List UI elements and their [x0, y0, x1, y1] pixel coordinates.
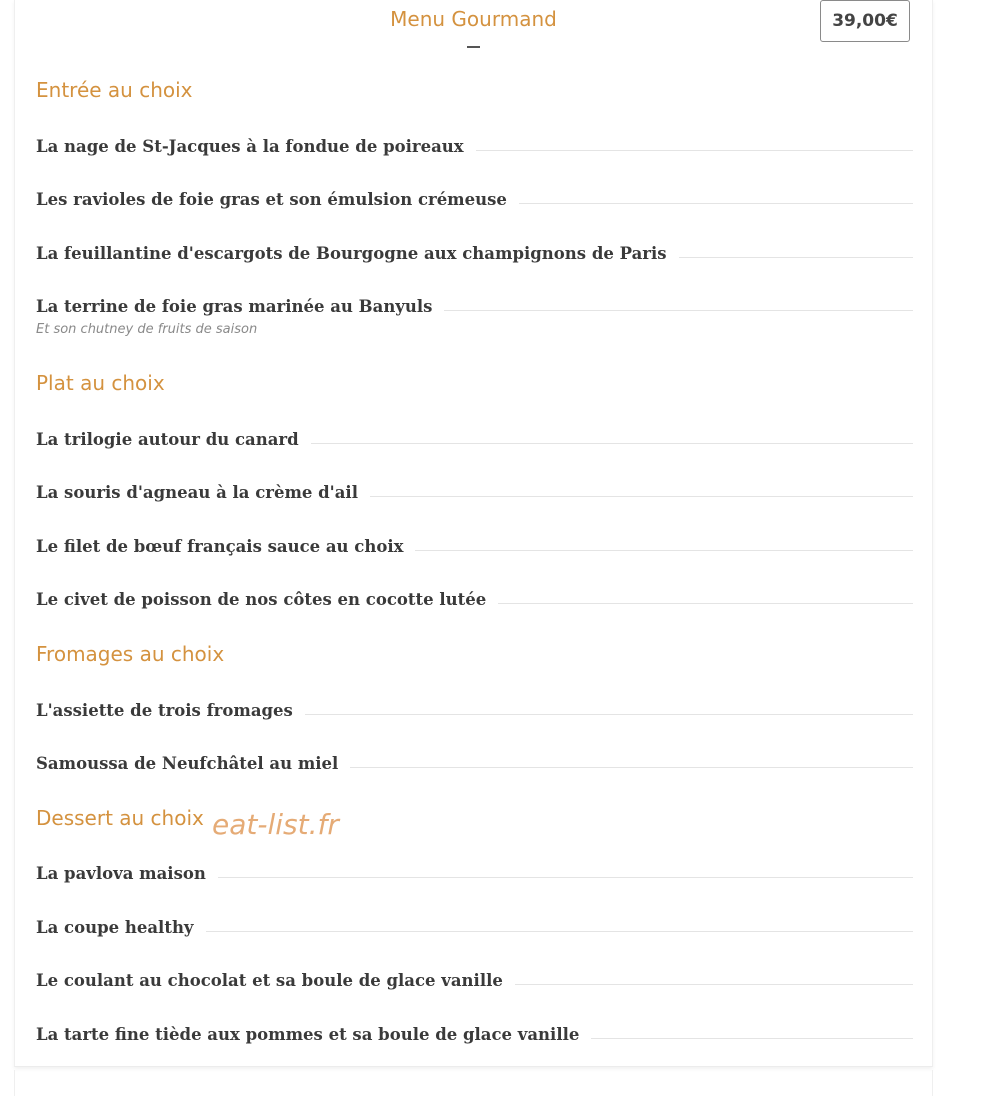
- dish-leader-line: [476, 150, 913, 151]
- dish-leader-line: [311, 443, 913, 444]
- dish-name: La trilogie autour du canard: [36, 429, 299, 449]
- menu-title: Menu Gourmand: [390, 7, 557, 31]
- dish-item: [36, 915, 913, 939]
- dish-leader-line: [515, 984, 913, 985]
- dish-leader-line: [519, 203, 913, 204]
- dish-name: La feuillantine d'escargots de Bourgogne aux champignons de Paris: [36, 243, 667, 263]
- dish-name: La pavlova maison: [36, 863, 206, 883]
- dish-name: Le coulant au chocolat et sa boule de glace vanille: [36, 970, 503, 990]
- dish-name: La terrine de foie gras marinée au Banyuls: [36, 296, 433, 316]
- dish-name: La coupe healthy: [36, 917, 194, 937]
- dish-name: Le filet de bœuf français sauce au choix: [36, 536, 404, 556]
- dish-leader-line: [350, 767, 913, 768]
- price-badge: 39,00€: [820, 0, 910, 42]
- dish-item: [36, 534, 913, 558]
- dish-item: [36, 480, 913, 504]
- dish-item: [36, 241, 913, 265]
- dish-name: Les ravioles de foie gras et son émulsion crémeuse: [36, 189, 507, 209]
- dish-item: [36, 134, 913, 158]
- section-heading-fromages: Fromages au choix: [36, 642, 225, 666]
- dish-name: La tarte fine tiède aux pommes et sa boule de glace vanille: [36, 1024, 580, 1044]
- dish-name: La nage de St-Jacques à la fondue de poireaux: [36, 136, 464, 156]
- dish-item: [36, 861, 913, 885]
- section-heading-dessert: Dessert au choix: [36, 806, 204, 830]
- dish-name: Le civet de poisson de nos côtes en cocotte lutée: [36, 589, 487, 609]
- dish-name: Samoussa de Neufchâtel au miel: [36, 753, 339, 773]
- menu-card: [14, 0, 933, 1067]
- dish-description: Et son chutney de fruits de saison: [36, 322, 258, 337]
- dish-name: La souris d'agneau à la crème d'ail: [36, 482, 358, 502]
- dish-item: [36, 968, 913, 992]
- dish-item: [36, 187, 913, 211]
- watermark: eat-list.fr: [212, 808, 339, 841]
- dish-leader-line: [218, 877, 913, 878]
- dish-leader-line: [591, 1038, 913, 1039]
- dish-name: L'assiette de trois fromages: [36, 700, 293, 720]
- dish-item: [36, 751, 913, 775]
- dish-leader-line: [444, 310, 913, 311]
- dish-item: [36, 698, 913, 722]
- section-heading-plat: Plat au choix: [36, 371, 165, 395]
- section-heading-entree: Entrée au choix: [36, 78, 193, 102]
- dish-item: [36, 427, 913, 451]
- dish-item: [36, 1022, 913, 1046]
- dish-leader-line: [679, 257, 913, 258]
- dish-leader-line: [498, 603, 913, 604]
- dish-leader-line: [206, 931, 913, 932]
- dish-leader-line: [415, 550, 913, 551]
- next-card-edge: [14, 1070, 933, 1096]
- dish-item: [36, 587, 913, 611]
- dish-leader-line: [305, 714, 913, 715]
- dish-item: [36, 294, 913, 318]
- dish-leader-line: [370, 496, 913, 497]
- title-divider: [467, 46, 480, 48]
